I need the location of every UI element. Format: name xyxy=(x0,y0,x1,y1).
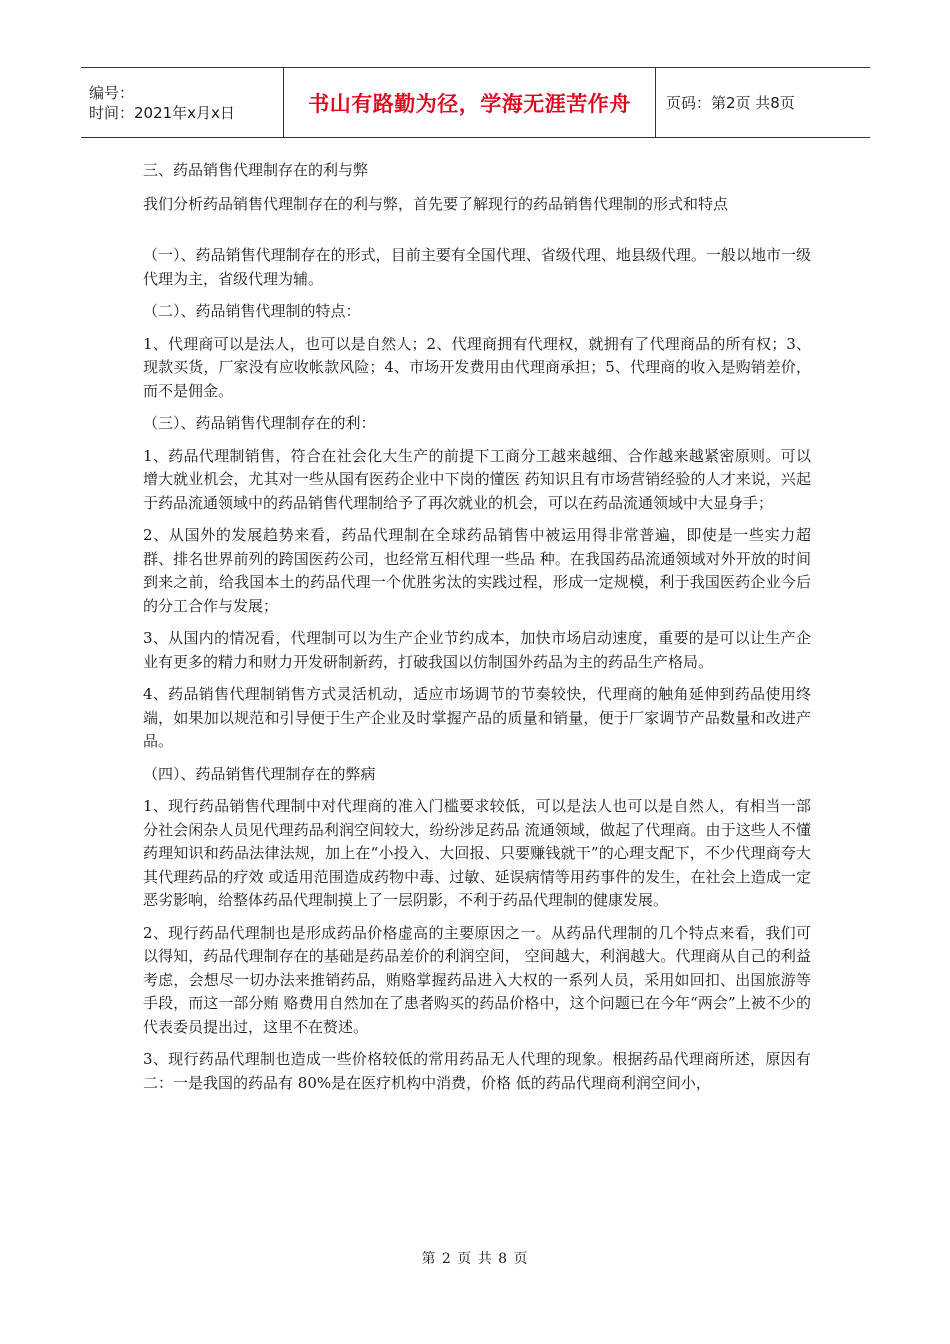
header-motto: 书山有路勤为径，学海无涯苦作舟 xyxy=(308,91,631,116)
cons-paragraph-2: 2、现行药品代理制也是形成药品价格虚高的主要原因之一。从药品代理制的几个特点来看，我们可以得知，药品代理制存在的基础是药品差价的利润空间， 空间越大，利润越大。代理商从自己的利益考虑，会想尽一切办法来推销药品，贿赂掌握药品进入大权的一系列人员，采用如回扣、出国旅游等手段，而这一部分贿 赂费用自然加在了患者购买的药品价格中，这个问题已在今年“两会”上被不少的代表委员提出过，这里不在赘述。 xyxy=(143,923,811,1036)
cons-paragraph-1: 1、现行药品销售代理制中对代理商的准入门槛要求较低，可以是法人也可以是自然人，有相当一部分社会闲杂人员见代理药品利润空间较大，纷纷涉足药品 流通领域，做起了代理商。由于这些人不懂药理知识和药品法律法规，加上在“小投入、大回报、只要赚钱就干”的心理支配下，不少代理商夸大其代理药品的疗效 或适用范围造成药物中毒、过敏、延误病情等用药事件的发生，在社会上造成一定恶劣影响，给整体药品代理制摸上了一层阴影，不利于药品代理制的健康发展。 xyxy=(143,797,811,909)
header-meta-cell xyxy=(81,68,284,137)
header-page-cell xyxy=(656,68,870,137)
cons-heading: （四）、药品销售代理制存在的弊病 xyxy=(143,764,376,783)
section-title: 三、药品销售代理制存在的利与弊 xyxy=(143,161,369,179)
document-number-label: 编号： xyxy=(89,83,135,102)
page-footer: 第 2 页 共 8 页 xyxy=(421,1251,529,1267)
pros-heading: （三）、药品销售代理制存在的利： xyxy=(143,414,376,432)
header-page-info: 页码：第2页 共8页 xyxy=(666,94,795,112)
forms-paragraph: （一）、药品销售代理制存在的形式，目前主要有全国代理、省级代理、地县级代理。一般以地市一级代理为主，省级代理为辅。 xyxy=(143,246,811,288)
features-paragraph: 1、代理商可以是法人，也可以是自然人；2、代理商拥有代理权，就拥有了代理商品的所有权；3、现款买货，厂家没有应收帐款风险；4、市场开发费用由代理商承担；5、代理商的收入是购销差价，而不是佣金。 xyxy=(143,334,811,400)
pros-paragraph-1: 1、药品代理制销售，符合在社会化大生产的前提下工商分工越来越细、合作越来越紧密原则。可以增大就业机会，尤其对一些从国有医药企业中下岗的懂医 药知识且有市场营销经验的人才来说，兴起于药品流通领域中的药品销售代理制给予了再次就业的机会，可以在药品流通领域中大显身手； xyxy=(143,446,811,512)
document-date-label: 时间：2021年x月x日 xyxy=(89,103,235,122)
pros-paragraph-4: 4、药品销售代理制销售方式灵活机动，适应市场调节的节奏较快，代理商的触角延伸到药品使用终端，如果加以规范和引导便于生产企业及时掌握产品的质量和销量，便于厂家调节产品数量和改进产品。 xyxy=(143,685,811,750)
features-heading: （二）、药品销售代理制的特点： xyxy=(143,302,361,320)
page-header xyxy=(81,67,870,138)
document-body xyxy=(143,159,811,1104)
header-motto-cell xyxy=(284,68,656,137)
cons-paragraph-3: 3、现行药品代理制也造成一些价格较低的常用药品无人代理的现象。根据药品代理商所述，原因有二：一是我国的药品有 80%是在医疗机构中消费，价格 低的药品代理商利润空间小， xyxy=(143,1050,811,1092)
pros-paragraph-3: 3、从国内的情况看，代理制可以为生产企业节约成本，加快市场启动速度，重要的是可以让生产企业有更多的精力和财力开发研制新药，打破我国以仿制国外药品为主的药品生产格局。 xyxy=(143,629,811,671)
pros-paragraph-2: 2、从国外的发展趋势来看，药品代理制在全球药品销售中被运用得非常普遍，即使是一些实力超群、排名世界前列的跨国医药公司，也经常互相代理一些品 种。在我国药品流通领域对外开放的时间到来之前，给我国本土的药品代理一个优胜劣汰的实践过程，形成一定规模，利于我国医药企业今后的分工合作与发展； xyxy=(143,526,811,615)
intro-paragraph: 我们分析药品销售代理制存在的利与弊，首先要了解现行的药品销售代理制的形式和特点 xyxy=(143,194,729,213)
